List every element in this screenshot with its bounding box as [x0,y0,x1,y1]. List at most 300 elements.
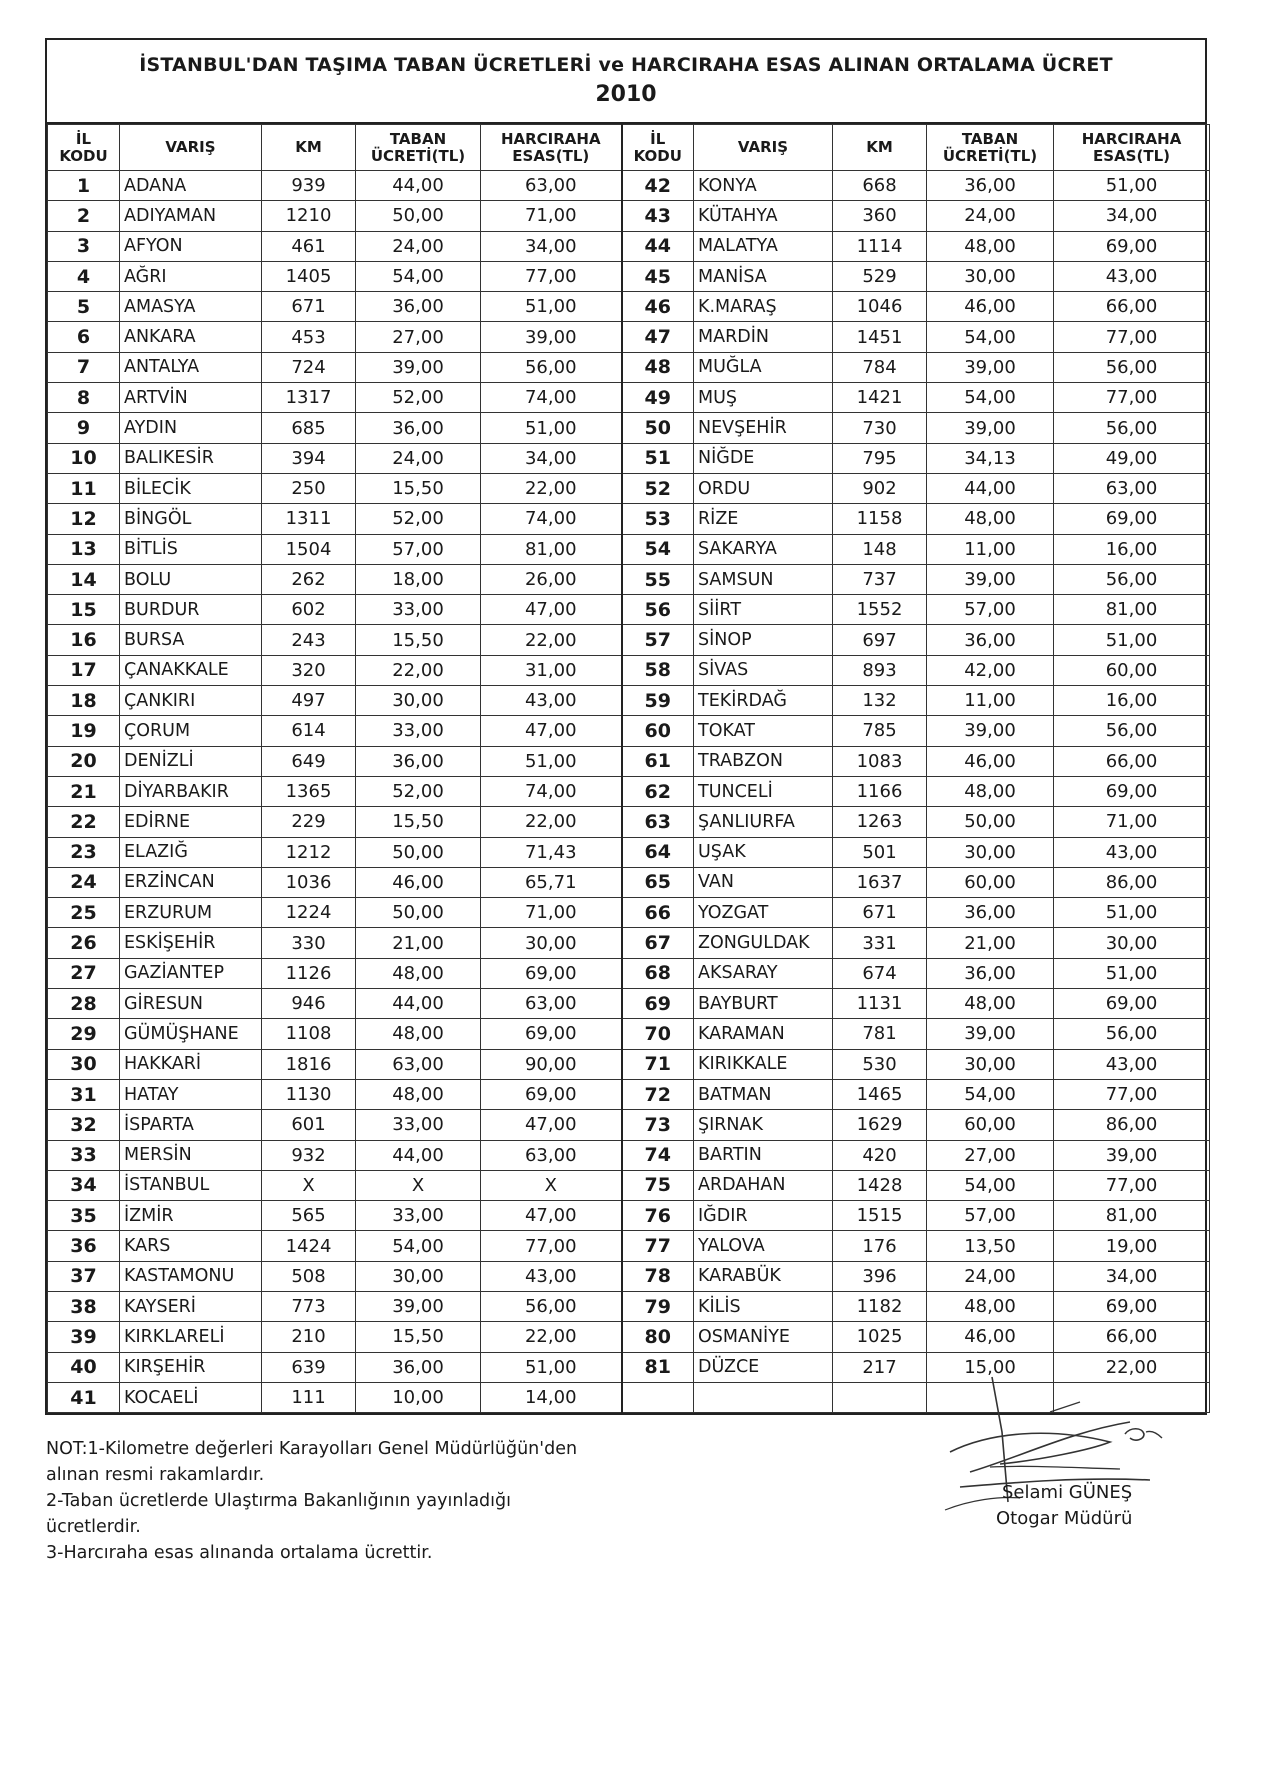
harciraha-cell: 69,00 [1054,776,1210,806]
taban-cell: 50,00 [927,807,1054,837]
taban-cell: 33,00 [356,595,481,625]
harciraha-cell: 31,00 [481,655,622,685]
km-cell: 602 [262,595,356,625]
taban-cell: 54,00 [927,383,1054,413]
taban-cell: 46,00 [356,867,481,897]
table-row [48,261,1210,291]
table-row [48,958,1210,988]
varis-cell: BİNGÖL [120,504,262,534]
varis-cell: ÇORUM [120,716,262,746]
km-cell: 614 [262,716,356,746]
harciraha-cell: 71,00 [481,201,622,231]
varis-cell: ADIYAMAN [120,201,262,231]
km-cell: 668 [833,171,927,201]
km-cell: 1046 [833,292,927,322]
harciraha-cell: 16,00 [1054,534,1210,564]
taban-cell: 52,00 [356,383,481,413]
varis-cell: BARTIN [694,1140,833,1170]
km-cell: 1311 [262,504,356,534]
km-cell: 1552 [833,595,927,625]
varis-cell: ORDU [694,473,833,503]
varis-cell: ANTALYA [120,352,262,382]
taban-cell: 48,00 [356,1079,481,1109]
il-kodu-cell: 47 [622,322,694,352]
km-cell: 176 [833,1231,927,1261]
table-header [48,125,1210,171]
taban-cell: 24,00 [927,1261,1054,1291]
harciraha-cell: 22,00 [481,807,622,837]
varis-cell: BİTLİS [120,534,262,564]
km-cell: 331 [833,928,927,958]
table-row [48,443,1210,473]
il-kodu-cell: 69 [622,989,694,1019]
taban-cell: 36,00 [927,958,1054,988]
km-cell: 1504 [262,534,356,564]
taban-cell: 36,00 [356,292,481,322]
varis-cell: KAYSERİ [120,1291,262,1321]
varis-cell: MALATYA [694,231,833,261]
km-cell: 132 [833,686,927,716]
il-kodu-cell: 24 [48,867,120,897]
il-kodu-cell: 59 [622,686,694,716]
il-kodu-cell: 49 [622,383,694,413]
harciraha-cell: 51,00 [1054,958,1210,988]
km-cell: 671 [833,898,927,928]
varis-cell: ERZİNCAN [120,867,262,897]
taban-cell: 52,00 [356,776,481,806]
km-cell: 420 [833,1140,927,1170]
harciraha-cell: 26,00 [481,564,622,594]
table-row [48,413,1210,443]
harciraha-cell: 77,00 [1054,1170,1210,1200]
header-taban: TABAN ÜCRETİ(TL) [356,125,481,171]
il-kodu-cell: 63 [622,807,694,837]
il-kodu-cell: 5 [48,292,120,322]
taban-cell: 54,00 [356,261,481,291]
km-cell: 565 [262,1201,356,1231]
il-kodu-cell: 42 [622,171,694,201]
km-cell: 1428 [833,1170,927,1200]
harciraha-cell: 51,00 [1054,898,1210,928]
note-line: 3-Harcıraha esas alınanda ortalama ücrettir. [46,1543,433,1563]
varis-cell: KIRKLARELİ [120,1322,262,1352]
fare-sheet [45,38,1207,1415]
varis-cell: GÜMÜŞHANE [120,1019,262,1049]
il-kodu-cell: 57 [622,625,694,655]
km-cell: 781 [833,1019,927,1049]
signature-block [930,1372,1230,1542]
km-cell: 1451 [833,322,927,352]
il-kodu-cell: 53 [622,504,694,534]
harciraha-cell: 39,00 [481,322,622,352]
taban-cell: 15,50 [356,625,481,655]
header-km: KM [833,125,927,171]
table-row [48,1291,1210,1321]
taban-cell: 36,00 [927,898,1054,928]
harciraha-cell: 56,00 [1054,413,1210,443]
varis-cell: AFYON [120,231,262,261]
km-cell: 902 [833,473,927,503]
km-cell: 1025 [833,1322,927,1352]
varis-cell: AMASYA [120,292,262,322]
varis-cell: GAZİANTEP [120,958,262,988]
taban-cell: 50,00 [356,837,481,867]
fare-table [47,124,1210,1413]
il-kodu-cell: 68 [622,958,694,988]
taban-cell: 46,00 [927,746,1054,776]
il-kodu-cell: 33 [48,1140,120,1170]
varis-cell: ZONGULDAK [694,928,833,958]
varis-cell: SAKARYA [694,534,833,564]
taban-cell: 52,00 [356,504,481,534]
il-kodu-cell: 65 [622,867,694,897]
header-harciraha: HARCIRAHA ESAS(TL) [1054,125,1210,171]
varis-cell: AĞRI [120,261,262,291]
km-cell: X [262,1170,356,1200]
varis-cell: ANKARA [120,322,262,352]
il-kodu-cell: 26 [48,928,120,958]
km-cell: 501 [833,837,927,867]
taban-cell: 54,00 [927,322,1054,352]
il-kodu-cell: 77 [622,1231,694,1261]
varis-cell: BURSA [120,625,262,655]
il-kodu-cell: 14 [48,564,120,594]
il-kodu-cell: 44 [622,231,694,261]
il-kodu-cell: 80 [622,1322,694,1352]
harciraha-cell: 56,00 [481,1291,622,1321]
table-row [48,898,1210,928]
km-cell: 1036 [262,867,356,897]
harciraha-cell: 56,00 [481,352,622,382]
varis-cell: DENİZLİ [120,746,262,776]
km-cell: 674 [833,958,927,988]
taban-cell: 30,00 [356,1261,481,1291]
harciraha-cell: 47,00 [481,716,622,746]
varis-cell: KONYA [694,171,833,201]
harciraha-cell: 34,00 [1054,201,1210,231]
varis-cell: RİZE [694,504,833,534]
harciraha-cell: 86,00 [1054,1110,1210,1140]
table-row [48,655,1210,685]
harciraha-cell: 14,00 [481,1382,622,1412]
il-kodu-cell: 40 [48,1352,120,1382]
notes-block [46,1436,656,1566]
taban-cell: 46,00 [927,1322,1054,1352]
taban-cell: 11,00 [927,534,1054,564]
harciraha-cell: 34,00 [481,443,622,473]
taban-cell: 39,00 [927,716,1054,746]
table-row [48,534,1210,564]
km-cell: 1424 [262,1231,356,1261]
il-kodu-cell: 10 [48,443,120,473]
signature-name: Selami GÜNEŞ [1002,1482,1133,1503]
harciraha-cell: 69,00 [1054,231,1210,261]
taban-cell: 39,00 [927,1019,1054,1049]
varis-cell: KASTAMONU [120,1261,262,1291]
harciraha-cell: 77,00 [481,1231,622,1261]
harciraha-cell: 81,00 [1054,595,1210,625]
harciraha-cell: 86,00 [1054,867,1210,897]
taban-cell: 57,00 [927,595,1054,625]
varis-cell: ADANA [120,171,262,201]
varis-cell: İZMİR [120,1201,262,1231]
km-cell: 649 [262,746,356,776]
il-kodu-cell: 38 [48,1291,120,1321]
table-row [48,776,1210,806]
il-kodu-cell: 28 [48,989,120,1019]
km-cell: 529 [833,261,927,291]
taban-cell: 36,00 [356,413,481,443]
header-il-kodu: İL KODU [622,125,694,171]
taban-cell: 36,00 [927,171,1054,201]
taban-cell: 11,00 [927,686,1054,716]
km-cell: 1263 [833,807,927,837]
harciraha-cell: 74,00 [481,383,622,413]
km-cell: 1166 [833,776,927,806]
document-year: 2010 [595,82,657,107]
km-cell: 697 [833,625,927,655]
harciraha-cell: 56,00 [1054,352,1210,382]
il-kodu-cell: 58 [622,655,694,685]
harciraha-cell: 30,00 [1054,928,1210,958]
il-kodu-cell: 45 [622,261,694,291]
km-cell: 1405 [262,261,356,291]
varis-cell: BAYBURT [694,989,833,1019]
harciraha-cell: X [481,1170,622,1200]
varis-cell: ŞIRNAK [694,1110,833,1140]
il-kodu-cell: 74 [622,1140,694,1170]
il-kodu-cell: 2 [48,201,120,231]
varis-cell: ERZURUM [120,898,262,928]
header-varis: VARIŞ [694,125,833,171]
taban-cell: 13,50 [927,1231,1054,1261]
varis-cell: KÜTAHYA [694,201,833,231]
taban-cell: 57,00 [927,1201,1054,1231]
harciraha-cell: 34,00 [481,231,622,261]
varis-cell: TUNCELİ [694,776,833,806]
taban-cell: 22,00 [356,655,481,685]
km-cell: 530 [833,1049,927,1079]
il-kodu-cell: 79 [622,1291,694,1321]
harciraha-cell: 49,00 [1054,443,1210,473]
km-cell: 453 [262,322,356,352]
km-cell: 1816 [262,1049,356,1079]
km-cell: 1637 [833,867,927,897]
km-cell: 1365 [262,776,356,806]
varis-cell: YALOVA [694,1231,833,1261]
il-kodu-cell: 25 [48,898,120,928]
varis-cell: SİVAS [694,655,833,685]
table-row [48,1110,1210,1140]
varis-cell: GİRESUN [120,989,262,1019]
varis-cell: KIRIKKALE [694,1049,833,1079]
table-row [48,595,1210,625]
taban-cell: 30,00 [927,837,1054,867]
table-row [48,807,1210,837]
varis-cell: OSMANİYE [694,1322,833,1352]
km-cell: 1130 [262,1079,356,1109]
km-cell: 1317 [262,383,356,413]
il-kodu-cell: 76 [622,1201,694,1231]
il-kodu-cell: 81 [622,1352,694,1382]
varis-cell: BİLECİK [120,473,262,503]
km-cell: 111 [262,1382,356,1412]
il-kodu-cell: 43 [622,201,694,231]
taban-cell: 33,00 [356,1110,481,1140]
note-line: NOT:1-Kilometre değerleri Karayolları Genel Müdürlüğün'den [46,1439,578,1459]
varis-cell: KOCAELİ [120,1382,262,1412]
il-kodu-cell: 52 [622,473,694,503]
harciraha-cell: 47,00 [481,1201,622,1231]
km-cell: 1083 [833,746,927,776]
harciraha-cell: 77,00 [1054,322,1210,352]
taban-cell: 34,13 [927,443,1054,473]
harciraha-cell: 51,00 [481,1352,622,1382]
harciraha-cell: 77,00 [481,261,622,291]
km-cell: 461 [262,231,356,261]
harciraha-cell: 65,71 [481,867,622,897]
taban-cell: 60,00 [927,867,1054,897]
harciraha-cell: 16,00 [1054,686,1210,716]
varis-cell: SİİRT [694,595,833,625]
table-body [48,171,1210,1413]
taban-cell: 39,00 [927,413,1054,443]
il-kodu-cell: 36 [48,1231,120,1261]
harciraha-cell: 77,00 [1054,383,1210,413]
table-row [48,1079,1210,1109]
il-kodu-cell: 48 [622,352,694,382]
taban-cell: 48,00 [927,504,1054,534]
varis-cell [694,1382,833,1412]
km-cell: 1126 [262,958,356,988]
harciraha-cell: 63,00 [1054,473,1210,503]
taban-cell: 48,00 [356,958,481,988]
taban-cell: 30,00 [356,686,481,716]
taban-cell: 10,00 [356,1382,481,1412]
taban-cell: 44,00 [356,1140,481,1170]
il-kodu-cell: 16 [48,625,120,655]
il-kodu-cell: 19 [48,716,120,746]
harciraha-cell: 77,00 [1054,1079,1210,1109]
harciraha-cell: 63,00 [481,171,622,201]
il-kodu-cell: 7 [48,352,120,382]
harciraha-cell: 69,00 [481,1079,622,1109]
taban-cell: 63,00 [356,1049,481,1079]
il-kodu-cell: 66 [622,898,694,928]
km-cell: 320 [262,655,356,685]
il-kodu-cell: 32 [48,1110,120,1140]
km-cell: 939 [262,171,356,201]
table-row [48,746,1210,776]
harciraha-cell: 81,00 [481,534,622,564]
il-kodu-cell: 12 [48,504,120,534]
table-row [48,231,1210,261]
table-row [48,1231,1210,1261]
km-cell: 360 [833,201,927,231]
il-kodu-cell: 34 [48,1170,120,1200]
km-cell: 773 [262,1291,356,1321]
il-kodu-cell: 23 [48,837,120,867]
km-cell: 685 [262,413,356,443]
il-kodu-cell: 61 [622,746,694,776]
table-row [48,1261,1210,1291]
table-row [48,625,1210,655]
harciraha-cell: 22,00 [1054,1352,1210,1382]
varis-cell: MERSİN [120,1140,262,1170]
taban-cell: 30,00 [927,1049,1054,1079]
taban-cell: X [356,1170,481,1200]
table-row [48,989,1210,1019]
taban-cell: 50,00 [356,201,481,231]
harciraha-cell: 22,00 [481,473,622,503]
taban-cell: 15,00 [927,1352,1054,1382]
il-kodu-cell: 4 [48,261,120,291]
table-row [48,1201,1210,1231]
taban-cell: 39,00 [927,352,1054,382]
km-cell: 785 [833,716,927,746]
taban-cell: 33,00 [356,716,481,746]
varis-cell: YOZGAT [694,898,833,928]
varis-cell: KARABÜK [694,1261,833,1291]
table-row [48,1322,1210,1352]
varis-cell: NİĞDE [694,443,833,473]
harciraha-cell: 56,00 [1054,564,1210,594]
km-cell: 639 [262,1352,356,1382]
table-row [48,322,1210,352]
harciraha-cell: 43,00 [481,1261,622,1291]
varis-cell: DÜZCE [694,1352,833,1382]
table-row [48,171,1210,201]
il-kodu-cell: 6 [48,322,120,352]
harciraha-cell: 90,00 [481,1049,622,1079]
il-kodu-cell: 41 [48,1382,120,1412]
taban-cell: 30,00 [927,261,1054,291]
km-cell: 1629 [833,1110,927,1140]
harciraha-cell: 69,00 [1054,989,1210,1019]
varis-cell: ÇANKIRI [120,686,262,716]
taban-cell: 21,00 [927,928,1054,958]
taban-cell: 33,00 [356,1201,481,1231]
il-kodu-cell: 78 [622,1261,694,1291]
varis-cell: ARTVİN [120,383,262,413]
km-cell: 243 [262,625,356,655]
varis-cell: TEKİRDAĞ [694,686,833,716]
km-cell: 671 [262,292,356,322]
taban-cell: 57,00 [356,534,481,564]
table-row [48,473,1210,503]
km-cell: 250 [262,473,356,503]
harciraha-cell: 51,00 [1054,625,1210,655]
taban-cell: 54,00 [927,1170,1054,1200]
taban-cell: 39,00 [356,1291,481,1321]
taban-cell: 15,50 [356,807,481,837]
km-cell: 1421 [833,383,927,413]
table-row [48,292,1210,322]
table-row [48,928,1210,958]
taban-cell: 48,00 [927,231,1054,261]
varis-cell: BATMAN [694,1079,833,1109]
taban-cell: 48,00 [356,1019,481,1049]
taban-cell: 46,00 [927,292,1054,322]
varis-cell: IĞDIR [694,1201,833,1231]
il-kodu-cell: 55 [622,564,694,594]
km-cell: 1182 [833,1291,927,1321]
varis-cell: KARS [120,1231,262,1261]
il-kodu-cell: 17 [48,655,120,685]
title-block [47,40,1205,124]
taban-cell: 42,00 [927,655,1054,685]
harciraha-cell: 66,00 [1054,746,1210,776]
